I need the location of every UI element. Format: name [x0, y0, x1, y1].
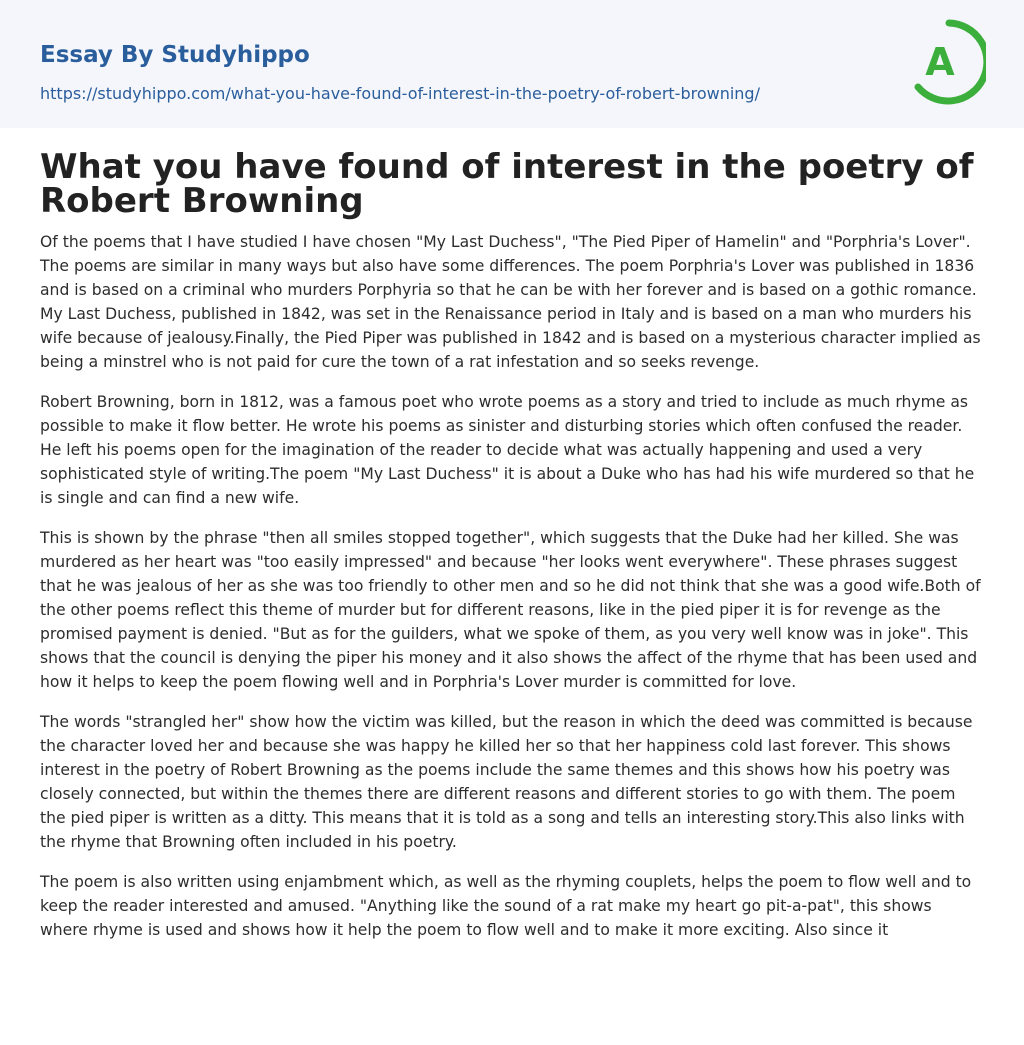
essay-url-link[interactable]: https://studyhippo.com/what-you-have-found-of-interest-in-the-poetry-of-robert-browning/	[40, 84, 760, 103]
article-title: What you have found of interest in the poetry of Robert Browning	[40, 147, 974, 221]
article-paragraph: The words "strangled her" show how the victim was killed, but the reason in which the deed was committed is because the character loved her and because she was happy he killed her so that her happiness cold last forever. This shows interest in the poetry of Robert Browning as the poems include the same themes and this shows how his poetry was closely connected, but within the themes there are different reasons and different stories to go with them. The poem the pied piper is written as a ditty. This means that it is told as a song and tells an interesting story.This also links with the rhyme that Browning often included in his poetry.	[40, 713, 973, 851]
logo-letter: A	[925, 40, 955, 84]
article-paragraph: Of the poems that I have studied I have chosen "My Last Duchess", "The Pied Piper of Hamelin" and "Porphria's Lover". The poems are similar in many ways but also have some differences. The poem Porphria's Lover was published in 1836 and is based on a criminal who murders Porphyria so that he can be with her forever and is based on a gothic romance. My Last Duchess, published in 1842, was set in the Renaissance period in Italy and is based on a man who murders his wife because of jealousy.Finally, the Pied Piper was published in 1842 and is based on a mysterious character implied as being a minstrel who is not paid for cure the town of a rat infestation and so seeks revenge.	[40, 233, 981, 371]
article-paragraph: The poem is also written using enjambment which, as well as the rhyming couplets, helps the poem to flow well and to keep the reader interested and amused. "Anything like the sound of a rat make my heart go pit-a-pat", this shows where rhyme is used and shows how it help the poem to flow well and to make it more exciting. Also since it	[40, 873, 972, 939]
article-paragraph: This is shown by the phrase "then all smiles stopped together", which suggests that the Duke had her killed. She was murdered as her heart was "too easily impressed" and because "her looks went everywhere". These phrases suggest that he was jealous of her as she was too friendly to other men and so he did not think that she was a good wife.Both of the other poems reflect this theme of murder but for different reasons, like in the pied piper it is for revenge as the promised payment is denied. "But as for the guilders, what we spoke of them, as you very well know was in joke". This shows that the council is denying the piper his money and it also shows the affect of the rhyme that has been used and how it helps to keep the poem flowing well and in Porphria's Lover murder is committed for love.	[40, 529, 981, 691]
article-paragraph: Robert Browning, born in 1812, was a famous poet who wrote poems as a story and tried to include as much rhyme as possible to make it flow better. He wrote his poems as sinister and disturbing stories which often confused the reader. He left his poems open for the imagination of the reader to decide what was actually happening and used a very sophisticated style of writing.The poem "My Last Duchess" it is about a Duke who has had his wife murdered so that he is single and can find a new wife.	[40, 393, 975, 507]
article	[40, 147, 984, 958]
site-brand[interactable]: Essay By Studyhippo	[40, 42, 310, 68]
site-header	[0, 0, 1024, 128]
studyhippo-logo-icon[interactable]	[912, 19, 986, 105]
